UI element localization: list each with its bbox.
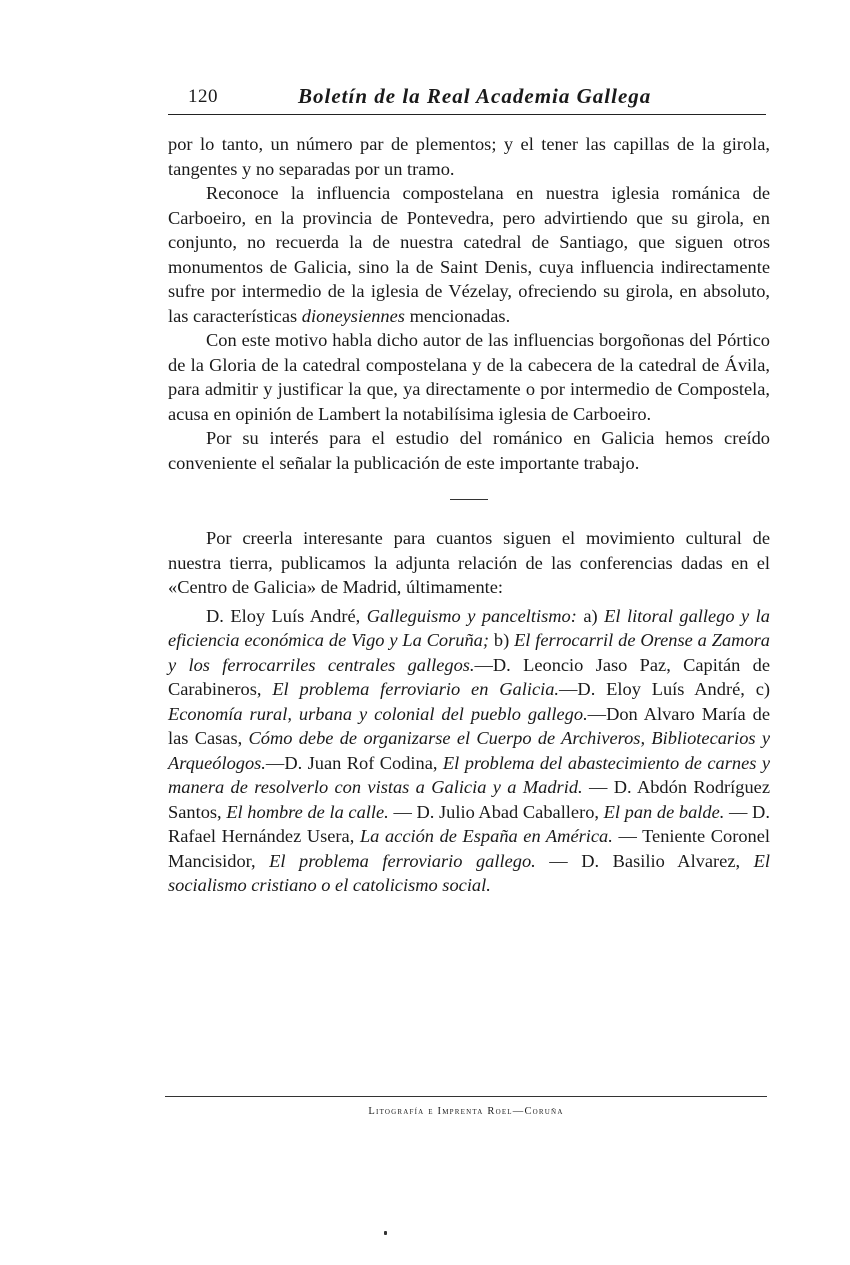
page-body: [168, 132, 770, 898]
section-separator: [450, 499, 488, 500]
conference-title: La acción de España en América.: [359, 826, 613, 846]
paragraph-conferences-intro: Por creerla interesante para cuantos siguen el movimiento cultural de nuestra tierra, publicamos la adjunta relación de las conferencias dadas en el «Centro de Galicia» de Madrid, últimamente:: [168, 528, 770, 597]
conference-speaker: a): [583, 605, 598, 626]
conference-list: [168, 604, 770, 898]
conference-title: El litoral gallego y la eficiencia económica de Vigo y La Coruña;: [168, 605, 770, 650]
paragraph-interest: Por su interés para el estudio del románico en Galicia hemos creído conveniente el señalar la publicación de este importante trabajo.: [168, 428, 770, 473]
conference-entries: [168, 604, 770, 898]
conference-speaker: — D. Julio Abad Caballero,: [393, 801, 599, 822]
conference-speaker: — D. Basilio Alvarez,: [549, 850, 741, 871]
paragraph-continuation: por lo tanto, un número par de plementos; y el tener las capillas de la girola, tangentes y no separadas por un tramo.: [168, 134, 770, 179]
conference-title: Galleguismo y panceltismo:: [366, 605, 577, 626]
conference-title: El problema ferroviario gallego.: [269, 850, 536, 871]
conference-speaker: — D. Rafael Hernández Usera,: [168, 801, 770, 846]
paragraph-end: mencionadas.: [409, 305, 511, 326]
page-footer: [165, 1096, 767, 1117]
conference-speaker: —D. Juan Rof Codina,: [265, 752, 438, 773]
page-speck: [384, 1231, 387, 1235]
page-number: 120: [188, 86, 218, 107]
conference-title: El problema del abastecimiento de carnes y manera de resolverlo con vistas a Galicia y a Madrid.: [168, 752, 770, 797]
paragraph-text: Reconoce la influencia compostelana en nuestra iglesia románica de Carboeiro, en la provincia de Pontevedra, pero advirtiendo que su girola, en conjunto, no recuerda la de nuestra catedral de Santiago, que siguen otros monumentos de Galicia, sino la de Saint Denis, cuya influencia indirectamente sufre por intermedio de la iglesia de Vézelay, ofreciendo su girola, en absoluto, las características: [168, 183, 770, 326]
conference-speaker: — D. Abdón Rodríguez Santos,: [168, 777, 770, 822]
conference-title: Cómo debe de organizarse el Cuerpo de Archiveros, Bibliotecarios y Arqueólogos.: [168, 728, 770, 773]
conference-title: Economía rural, urbana y colonial del pueblo gallego.: [168, 703, 588, 724]
conference-title: El hombre de la calle.: [226, 801, 389, 822]
conference-speaker: —D. Eloy Luís André, c): [559, 679, 770, 699]
conference-speaker: D. Eloy Luís André,: [206, 605, 361, 626]
printer-imprint: Litografía e Imprenta Roel—Coruña: [368, 1106, 564, 1117]
paragraph-influences: Con este motivo habla dicho autor de las influencias borgoñonas del Pórtico de la Gloria de la catedral compostelana y de la cabecera de la catedral de Ávila, para admitir y justificar la que, ya directamente o por intermedio de Compostela, acusa en opinión de Lambert la notabilísima iglesia de Carboeiro.: [168, 330, 770, 424]
conference-title: El pan de balde.: [603, 801, 725, 822]
running-title: Boletín de la Real Academia Gallega: [298, 84, 652, 108]
conference-speaker: —Don Alvaro María de las Casas,: [168, 703, 770, 748]
italic-term: dioneysiennes: [301, 305, 405, 326]
paragraph-carboeiro: [168, 181, 770, 328]
page-header: [168, 84, 766, 115]
conference-speaker: —D. Leoncio Jaso Paz, Capitán de Carabineros,: [168, 654, 770, 699]
conference-title: El problema ferroviario en Galicia.: [272, 679, 560, 699]
conference-speaker: — Teniente Coronel Mancisidor,: [168, 826, 771, 871]
conference-speaker: b): [493, 630, 510, 650]
conference-title: El ferrocarril de Orense a Zamora y los ferrocarriles centrales gallegos.: [168, 630, 770, 675]
conference-title: El socialismo cristiano o el catolicismo social.: [168, 850, 770, 895]
